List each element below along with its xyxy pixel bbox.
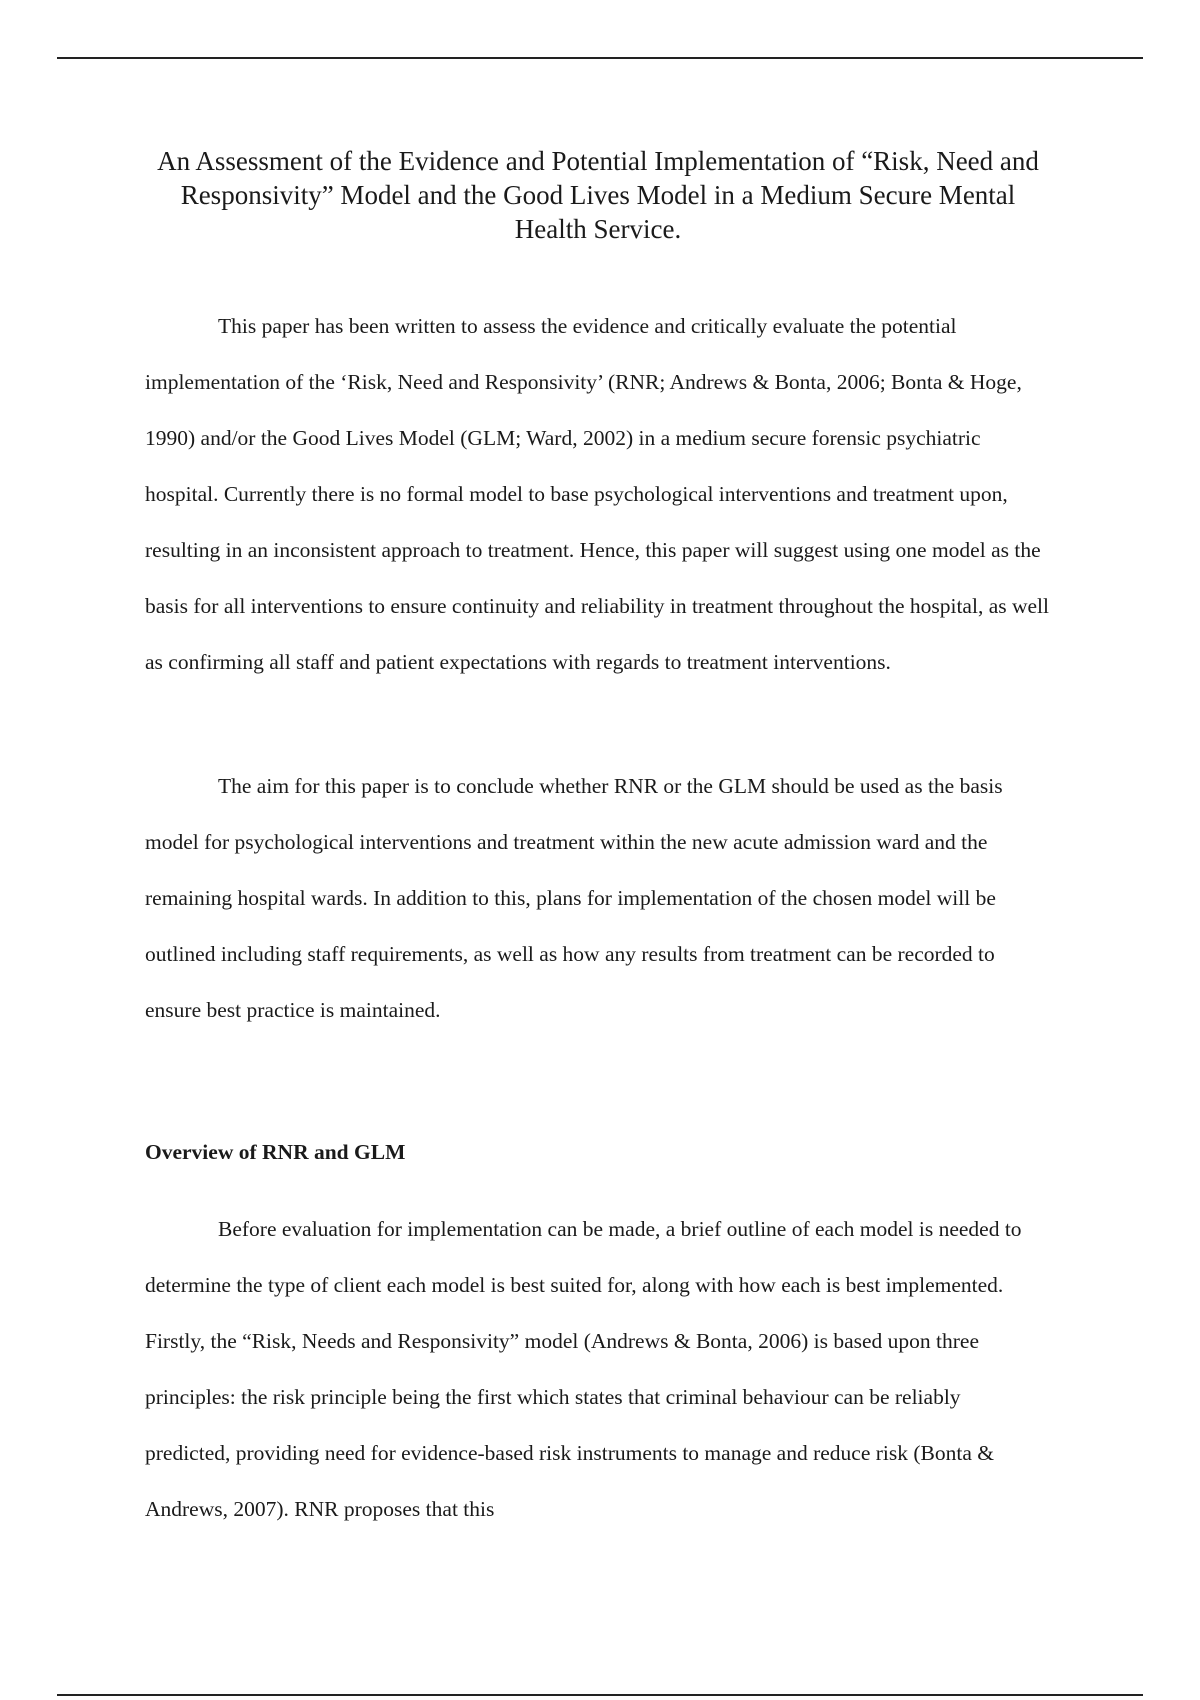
- body-paragraph: Before evaluation for implementation can be made, a brief outline of each model is needed to determine the type of client each model is best suited for, along with how each is best implemented. Firstly, the “Risk, Needs and Responsivity” model (Andrews & Bonta, 2006) is based upon three principles: the risk principle being the first which states that criminal behaviour can be reliably predicted, providing need for evidence-based risk instruments to manage and reduce risk (Bonta & Andrews, 2007). RNR proposes that this: [145, 1217, 1022, 1521]
- document-title: An Assessment of the Evidence and Potential Implementation of “Risk, Need and Responsivity” Model and the Good Lives Model in a Medium Secure Mental Health Service.: [157, 146, 1039, 244]
- footer-rule: [57, 1694, 1143, 1696]
- section-heading: Overview of RNR and GLM: [145, 1140, 406, 1164]
- header-rule: [57, 57, 1143, 59]
- body-paragraph: This paper has been written to assess the evidence and critically evaluate the potential implementation of the ‘Risk, Need and Responsivity’ (RNR; Andrews & Bonta, 2006; Bonta & Hoge, 1990) and/or the Good Lives Model (GLM; Ward, 2002) in a medium secure forensic psychiatric hospital. Currently there is no formal model to base psychological interventions and treatment upon, resulting in an inconsistent approach to treatment. Hence, this paper will suggest using one model as the basis for all interventions to ensure continuity and reliability in treatment throughout the hospital, as well as confirming all staff and patient expectations with regards to treatment interventions.: [145, 314, 1049, 674]
- body-paragraph: The aim for this paper is to conclude whether RNR or the GLM should be used as the basis model for psychological interventions and treatment within the new acute admission ward and the remaining hospital wards. In addition to this, plans for implementation of the chosen model will be outlined including staff requirements, as well as how any results from treatment can be recorded to ensure best practice is maintained.: [145, 774, 1003, 1022]
